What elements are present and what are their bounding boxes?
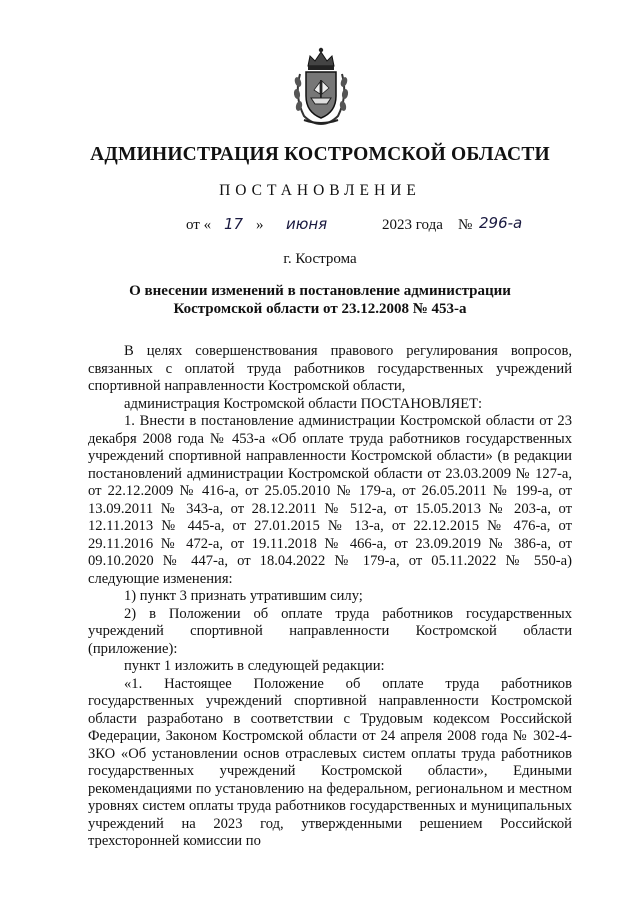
city-name: г. Кострома (283, 251, 357, 267)
paragraph-item-1: 1. Внести в постановление администрации Костромской области от 23 декабря 2008 года № 453-а «Об оплате труда работников государственных учреждений спортивной направленности Костромской области» (в редакции постановлений администрации Костромской области от 23.03.2009 № 127-а, от 22.12.2009 № 416-а, от 25.05.2010 № 179-а, от 26.05.2011 № 199-а, от 13.09.2011 № 343-а, от 28.12.2011 № 512-а, от 15.05.2013 № 203-а, от 12.11.2013 № 445-а, от 27.01.2015 № 13-а, от 22.12.2015 № 476-а, от 29.11.2016 № 472-а, от 19.11.2018 № 466-а, от 23.09.2019 № 386-а, от 09.10.2020 № 447-а, от 18.04.2022 № 179-а, от 05.11.2022 № 550-а) следующие изменения: (88, 413, 572, 587)
paragraph-preamble: В целях совершенствования правового регулирования вопросов, связанных с оплатой труда работников государственных учреждений спортивной направленности Костромской области, (88, 343, 572, 394)
date-prefix: от « (186, 217, 212, 233)
coat-of-arms-emblem (290, 46, 352, 128)
document-body (88, 343, 572, 851)
paragraph-subitem-2: 2) в Положении об оплате труда работников государственных учреждений спортивной направленности Костромской области (приложение): (88, 605, 572, 657)
organization-title: АДМИНИСТРАЦИЯ КОСТРОМСКОЙ ОБЛАСТИ (90, 144, 550, 165)
paragraph-resolves: администрация Костромской области ПОСТАНОВЛЯЕТ: (124, 395, 483, 412)
paragraph-point-1-intro: пункт 1 изложить в следующей редакции: (124, 658, 385, 674)
date-day-handwritten: 17 (224, 215, 244, 233)
subject-line-1: О внесении изменений в постановление администрации (129, 283, 511, 299)
paragraph-subitem-1: 1) пункт 3 признать утратившим силу; (124, 588, 363, 604)
document-subject (60, 282, 580, 318)
paragraph-point-1-text: «1. Настоящее Положение об оплате труда работников государственных учреждений спортивной направленности Костромской области разработано в соответствии с Трудовым кодексом Российской Федерации, Законом Костромской области от 24 апреля 2008 года № 302-4-ЗКО «Об установлении основ отраслевых систем оплаты труда работников государственных учреждений Костромской области», Едиными рекомендациями по установлению на федеральном, региональном и местном уровнях систем оплаты труда работников государственных и муниципальных учреждений на 2023 год, утвержденными решением Российской трехсторонней комиссии по (88, 675, 572, 849)
doc-number-handwritten: 296-а (479, 214, 523, 232)
date-month-handwritten: июня (286, 215, 328, 233)
date-year: 2023 года (382, 217, 443, 233)
date-line (0, 213, 640, 239)
date-mid: » (256, 217, 264, 233)
document-type: ПОСТАНОВЛЕНИЕ (219, 182, 421, 199)
subject-line-2: Костромской области от 23.12.2008 № 453-а (173, 301, 467, 317)
number-prefix: № (458, 217, 473, 233)
